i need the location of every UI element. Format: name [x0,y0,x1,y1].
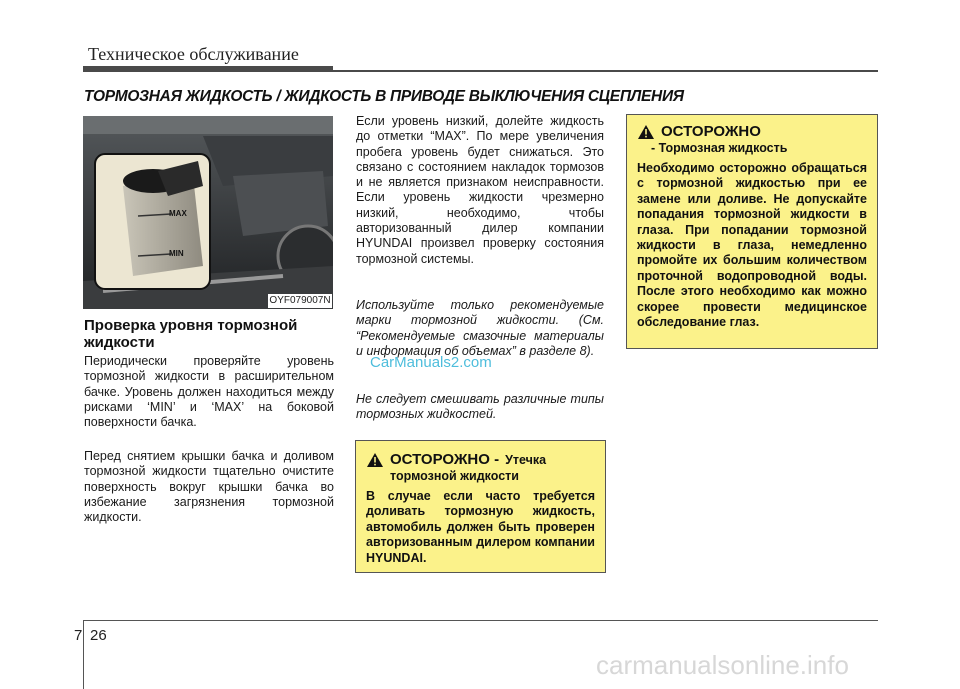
max-mark-label: MAX [169,209,187,218]
warning-title-suffix: Утечка [505,452,547,467]
brake-reservoir-photo [83,116,333,309]
warning-triangle-icon [637,124,655,140]
warning-body: Необходимо осторожно обращаться с тормозной жидкостью при ее замене или доливе. Не допускайте попадания тормозной жидкости в глаза. При попадании тормозной жидкости в глаза, немедленно промойте их большим количеством проточной водопроводной воды. После этого необходимо как можно скорее провести медицинское обследование глаз. [637,161,867,330]
photo-code: OYF079007N [269,295,331,306]
warning-subtitle: - Тормозная жидкость [651,141,788,155]
warning-title: ОСТОРОЖНО [661,123,761,140]
min-mark-label: MIN [169,249,184,258]
warning-title: ОСТОРОЖНО - [390,451,500,468]
footer-rule [83,620,878,621]
subsection-heading: Проверка уровня тормозной жидкости [84,317,298,351]
warning-header [366,451,595,468]
left-paragraph-1: Периодически проверяйте уровень тормозной жидкости в расширительном бачке. Уровень должен находиться между рисками ‘MIN’ и ‘MAX’ на боковой поверхности бачка. [84,354,334,430]
left-paragraph-2: Перед снятием крышки бачка и доливом тормозной жидкости тщательно очистите поверхность вокруг крышки бачка во избежание загрязнения тормозной жидкости. [84,449,334,525]
site-watermark: carmanualsonline.info [596,650,849,680]
section-title: ТОРМОЗНАЯ ЖИДКОСТЬ / ЖИДКОСТЬ В ПРИВОДЕ ВЫКЛЮЧЕНИЯ СЦЕПЛЕНИЯ [84,88,684,105]
middle-paragraph-3: Не следует смешивать различные типы тормозных жидкостей. [356,392,604,422]
engine-bay-illustration [83,116,333,309]
watermark: CarManuals2.com [370,354,492,371]
header-rule-thick [83,66,333,72]
warning-body: В случае если часто требуется доливать тормозную жидкость, автомобиль должен быть проверен авторизованным дилером компании HYUNDAI. [366,489,595,565]
footer-vertical-rule [83,621,84,689]
warning-box-brake-fluid [626,114,878,349]
warning-header [637,123,867,140]
header-title: Техническое обслуживание [88,44,299,64]
chapter-number: 7 [74,627,83,644]
warning-triangle-icon [366,452,384,468]
warning-subtitle: тормозной жидкости [390,469,519,483]
middle-paragraph-2: Используйте только рекомендуемые марки тормозной жидкости. (См. “Рекомендуемые смазочные материалы и информация об объемах” в разделе 8). [356,298,604,358]
middle-paragraph-1: Если уровень низкий, долейте жидкость до отметки “MAX”. По мере увеличения пробега уровень будет снижаться. Это связано с состоянием накладок тормозов и не является признаком неисправности. Если уровень жидкости чрезмерно низкий, необходимо, чтобы авторизованный дилер компании HYUNDAI произвел проверку состояния тормозной системы. [356,114,604,266]
header-rule-thin [333,70,878,72]
page-number: 26 [90,627,107,644]
warning-box-fluid-leak [355,440,606,573]
